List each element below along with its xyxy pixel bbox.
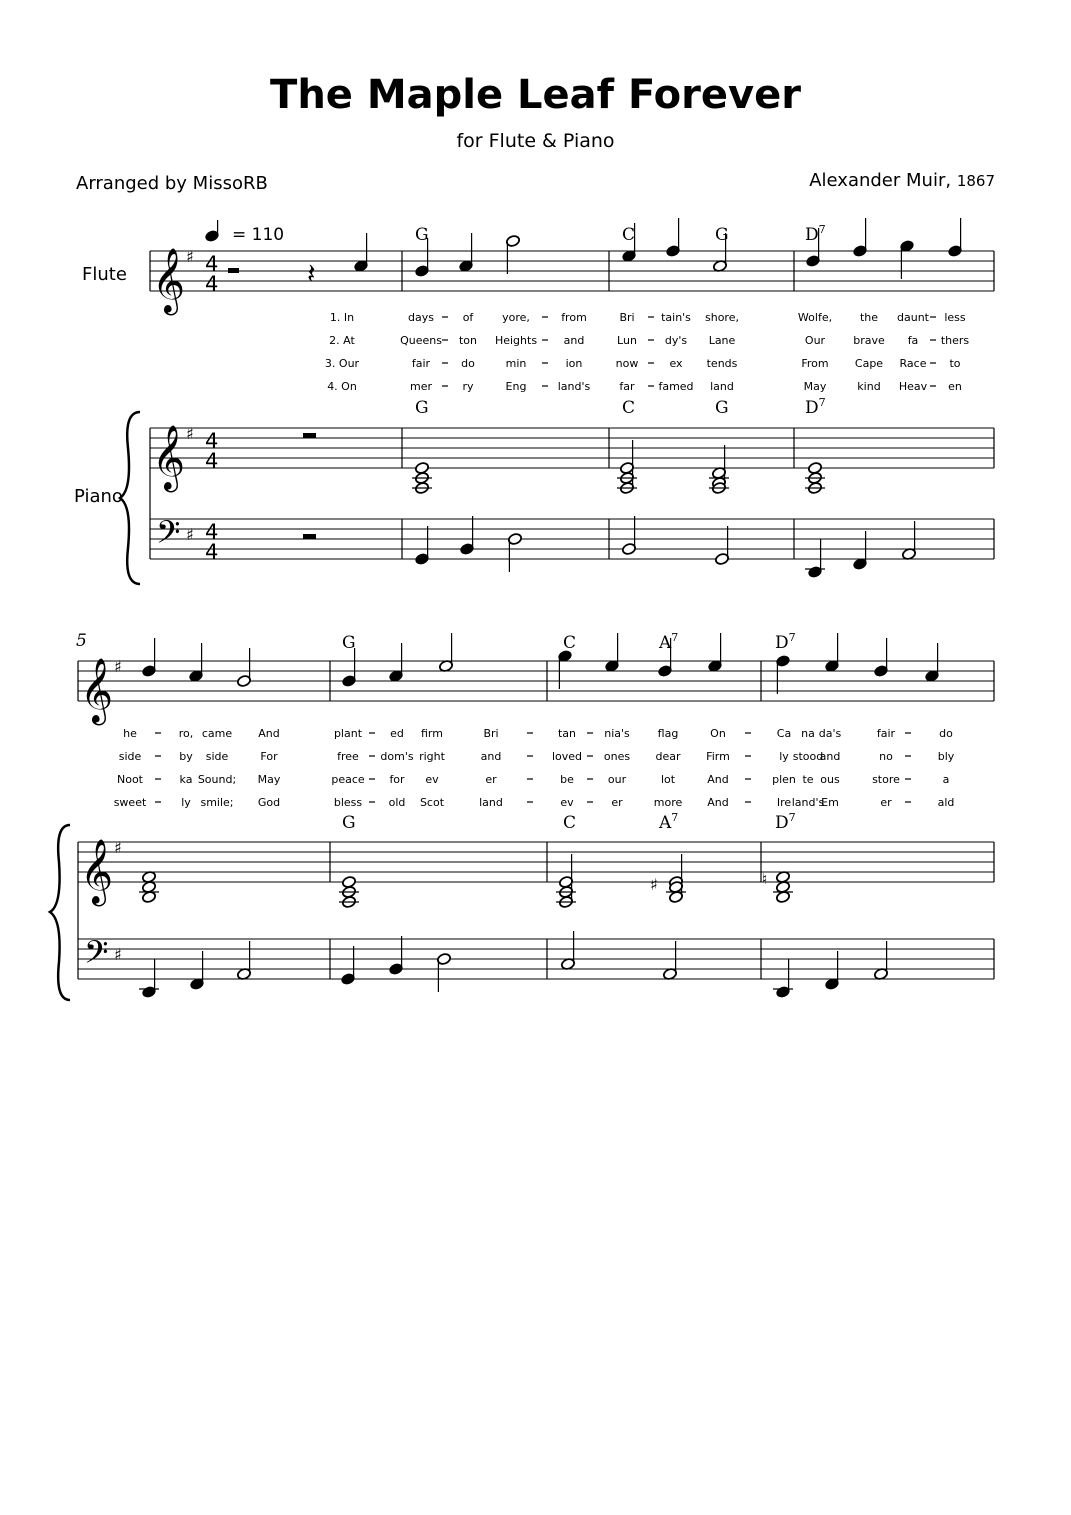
chord-symbol (415, 398, 429, 418)
chord-symbol (715, 225, 729, 245)
lyric-syllable: dear (655, 750, 681, 763)
lyric-syllable: na (801, 727, 815, 740)
lyric-syllable: peace (331, 773, 365, 786)
chord-extension: 7 (671, 811, 679, 824)
piano-brace (120, 412, 140, 584)
lyric-syllable: Eng (505, 380, 527, 393)
lyric-syllable: Race (899, 357, 927, 370)
lyric-syllable: old (388, 796, 406, 809)
chord-symbol (715, 398, 729, 418)
lyric-syllable: side (118, 750, 142, 763)
lyric-syllable: tan (557, 727, 577, 740)
lyric-syllable: Wolfe, (797, 311, 833, 324)
lyric-syllable: Sound; (197, 773, 237, 786)
lyric-syllable: ly (779, 750, 789, 763)
chord-root: G (415, 398, 429, 418)
lyric-syllable: sweet (113, 796, 147, 809)
lyric-syllable: Em (821, 796, 839, 809)
chord-root: D (805, 225, 819, 245)
lyric-syllable: thers (940, 334, 970, 347)
lyric-syllable: plen (772, 773, 796, 786)
treble-clef: 𝄞 (152, 425, 186, 490)
lyric-syllable: Lun (617, 334, 637, 347)
lyric-syllable: ed (390, 727, 404, 740)
instrument-flute-label: Flute (82, 264, 127, 285)
lyric-syllable: store (872, 773, 900, 786)
lyric-syllable: the (859, 311, 879, 324)
time-signature-bottom: 4 (205, 540, 219, 564)
chord-extension: 7 (671, 631, 679, 644)
lyric-syllable: 2. At (329, 334, 355, 347)
measure-number: 5 (76, 631, 87, 651)
lyric-syllable: land (710, 380, 734, 393)
sharp-sign: ♯ (650, 875, 658, 894)
lyric-syllable: no (879, 750, 893, 763)
lyric-syllable: brave (853, 334, 885, 347)
sharp-sign: ♯ (114, 838, 122, 857)
lyric-syllable: now (615, 357, 639, 370)
lyric-syllable: famed (658, 380, 694, 393)
lyric-syllable: and (819, 750, 841, 763)
lyric-syllable: stood (792, 750, 824, 763)
treble-clef: 𝄞 (80, 658, 114, 723)
sharp-sign: ♯ (114, 657, 122, 676)
chord-root: C (622, 398, 636, 418)
whole-rest (303, 534, 316, 539)
lyric-syllable: side (205, 750, 229, 763)
chord-root: G (715, 398, 729, 418)
chord-symbol (658, 811, 678, 833)
score-title: The Maple Leaf Forever (270, 72, 801, 118)
lyric-syllable: 1. In (329, 311, 355, 324)
lyric-syllable: land (479, 796, 503, 809)
bass-clef: 𝄢 (156, 514, 181, 558)
chord-root: C (563, 633, 577, 653)
lyric-syllable: fair (411, 357, 431, 370)
chord-root: G (415, 225, 429, 245)
lyric-syllable: nia's (604, 727, 630, 740)
lyric-syllable: Heav (898, 380, 928, 393)
lyric-syllable: And (258, 727, 280, 740)
lyric-syllable: On (710, 727, 726, 740)
lyric-syllable: Ca (776, 727, 792, 740)
lyric-syllable: ev (425, 773, 439, 786)
lyric-syllable: er (485, 773, 497, 786)
chord-symbol (563, 633, 576, 653)
chord-symbol (775, 631, 796, 653)
chord-root: C (622, 225, 636, 245)
lyric-syllable: dy's (664, 334, 688, 347)
lyric-syllable: May (803, 380, 827, 393)
chord-symbol (805, 396, 826, 418)
lyric-syllable: be (560, 773, 574, 786)
chord-root: G (342, 633, 356, 653)
lyric-syllable: te (802, 773, 814, 786)
lyric-syllable: yore, (502, 311, 530, 324)
lyric-syllable: and (480, 750, 502, 763)
lyric-syllable: less (944, 311, 966, 324)
score-subtitle: for Flute & Piano (456, 130, 615, 152)
sharp-sign: ♯ (186, 247, 194, 266)
lyric-syllable: fair (876, 727, 896, 740)
time-signature-top: 4 (205, 252, 219, 276)
lyric-syllable: ald (937, 796, 955, 809)
lyric-syllable: From (801, 357, 829, 370)
lyric-syllable: tain's (661, 311, 691, 324)
bass-clef: 𝄢 (84, 934, 109, 978)
chord-symbol (622, 398, 635, 418)
lyric-syllable: God (257, 796, 281, 809)
lyric-syllable: fa (907, 334, 919, 347)
lyric-syllable: he (123, 727, 137, 740)
lyric-syllable: came (201, 727, 233, 740)
arranger-credit: Arranged by MissoRB (76, 173, 268, 194)
chord-root: G (342, 813, 356, 833)
chord-symbol (342, 633, 356, 653)
lyric-syllable: loved (551, 750, 583, 763)
lyric-syllable: bly (937, 750, 955, 763)
lyric-syllable: ones (603, 750, 631, 763)
lyric-syllable: And (707, 773, 729, 786)
time-signature-bottom: 4 (205, 272, 219, 296)
lyric-syllable: For (260, 750, 278, 763)
lyric-syllable: more (653, 796, 683, 809)
notes (139, 218, 962, 998)
chord-symbol (805, 223, 826, 245)
lyric-syllable: Ire (776, 796, 792, 809)
chord-root: A (659, 633, 672, 653)
lyric-syllable: Noot (116, 773, 144, 786)
sharp-sign: ♯ (186, 424, 194, 443)
treble-clef: 𝄞 (152, 248, 186, 313)
lyric-syllable: our (607, 773, 627, 786)
lyric-syllable: shore, (705, 311, 739, 324)
treble-clef: 𝄞 (80, 839, 114, 904)
lyric-syllable: land's (557, 380, 591, 393)
lyric-syllable: 4. On (327, 380, 357, 393)
composer-name: Alexander Muir, (809, 170, 952, 191)
lyric-syllable: Scot (419, 796, 445, 809)
lyric-syllable: er (880, 796, 892, 809)
time-signature-top: 4 (205, 429, 219, 453)
lyric-syllable: daunt (897, 311, 929, 324)
lyric-syllable: and (563, 334, 585, 347)
lyric-syllable: 3. Our (324, 357, 360, 370)
lyric-syllable: Cape (854, 357, 884, 370)
lyric-syllable: free (337, 750, 359, 763)
lyric-syllable: do (461, 357, 475, 370)
natural-sign: ♮ (762, 870, 768, 888)
lyric-syllable: Our (804, 334, 826, 347)
time-signature-bottom: 4 (205, 449, 219, 473)
lyric-syllable: Bri (619, 311, 635, 324)
chord-extension: 7 (818, 396, 826, 409)
lyric-syllable: to (949, 357, 961, 370)
lyric-syllable: ry (462, 380, 474, 393)
chord-root: D (805, 398, 819, 418)
lyric-syllable: er (611, 796, 623, 809)
sharp-sign: ♯ (114, 945, 122, 964)
lyric-syllable: bless (333, 796, 363, 809)
instrument-piano-label: Piano (74, 486, 123, 507)
quarter-rest: 𝄽 (307, 257, 316, 290)
lyric-syllable: Queens (400, 334, 442, 347)
lyric-syllable: ous (820, 773, 840, 786)
lyric-syllable: firm (421, 727, 443, 740)
lyric-syllable: right (419, 750, 445, 763)
lyric-syllable: of (462, 311, 474, 324)
lyric-syllable: ka (179, 773, 193, 786)
chord-symbol (775, 811, 796, 833)
lyric-syllable: ly (181, 796, 191, 809)
chord-root: A (659, 813, 672, 833)
lyric-syllable: And (707, 796, 729, 809)
lyric-syllable: kind (857, 380, 881, 393)
chord-symbol (563, 813, 576, 833)
lyric-syllable: plant (333, 727, 363, 740)
chord-extension: 7 (788, 811, 796, 824)
lyric-syllable: Firm (706, 750, 730, 763)
chord-symbol (622, 225, 635, 245)
chord-symbol (658, 631, 678, 653)
lyric-syllable: smile; (200, 796, 234, 809)
chord-extension: 7 (788, 631, 796, 644)
half-rest (228, 268, 239, 273)
chord-root: C (563, 813, 577, 833)
lyric-syllable: do (939, 727, 953, 740)
time-signature-top: 4 (205, 520, 219, 544)
lyric-syllable: from (561, 311, 587, 324)
lyric-syllable: May (257, 773, 281, 786)
lyric-syllable: days (408, 311, 434, 324)
lyric-syllable: da's (818, 727, 842, 740)
lyric-syllable: ev (560, 796, 574, 809)
lyric-syllable: ton (458, 334, 478, 347)
lyric-syllable: en (948, 380, 962, 393)
lyric-syllable: lot (660, 773, 676, 786)
lyric-syllable: flag (657, 727, 679, 740)
tempo-marking: = 110 (232, 225, 285, 245)
lyric-syllable: min (505, 357, 527, 370)
lyric-syllable: ion (565, 357, 583, 370)
lyric-syllable: ro, (178, 727, 194, 740)
composer-year: 1867 (956, 172, 995, 190)
lyric-syllable: Lane (708, 334, 736, 347)
lyric-syllable: a (942, 773, 950, 786)
whole-rest (303, 433, 316, 438)
chord-root: D (775, 813, 789, 833)
score-text (74, 223, 969, 978)
lyric-syllable: for (389, 773, 405, 786)
piano-brace (50, 825, 70, 1000)
lyric-syllable: Bri (483, 727, 499, 740)
chord-symbol (415, 225, 429, 245)
lyric-syllable: dom's (380, 750, 414, 763)
sharp-sign: ♯ (186, 525, 194, 544)
chord-extension: 7 (818, 223, 826, 236)
lyric-syllable: by (179, 750, 193, 763)
lyric-syllable: ex (669, 357, 683, 370)
lyric-syllable: Heights (494, 334, 538, 347)
chord-root: G (715, 225, 729, 245)
lyric-syllable: far (619, 380, 635, 393)
chord-symbol (342, 813, 356, 833)
lyric-syllable: land's (791, 796, 825, 809)
chord-root: D (775, 633, 789, 653)
lyric-syllable: tends (706, 357, 738, 370)
lyric-syllable: mer (409, 380, 433, 393)
